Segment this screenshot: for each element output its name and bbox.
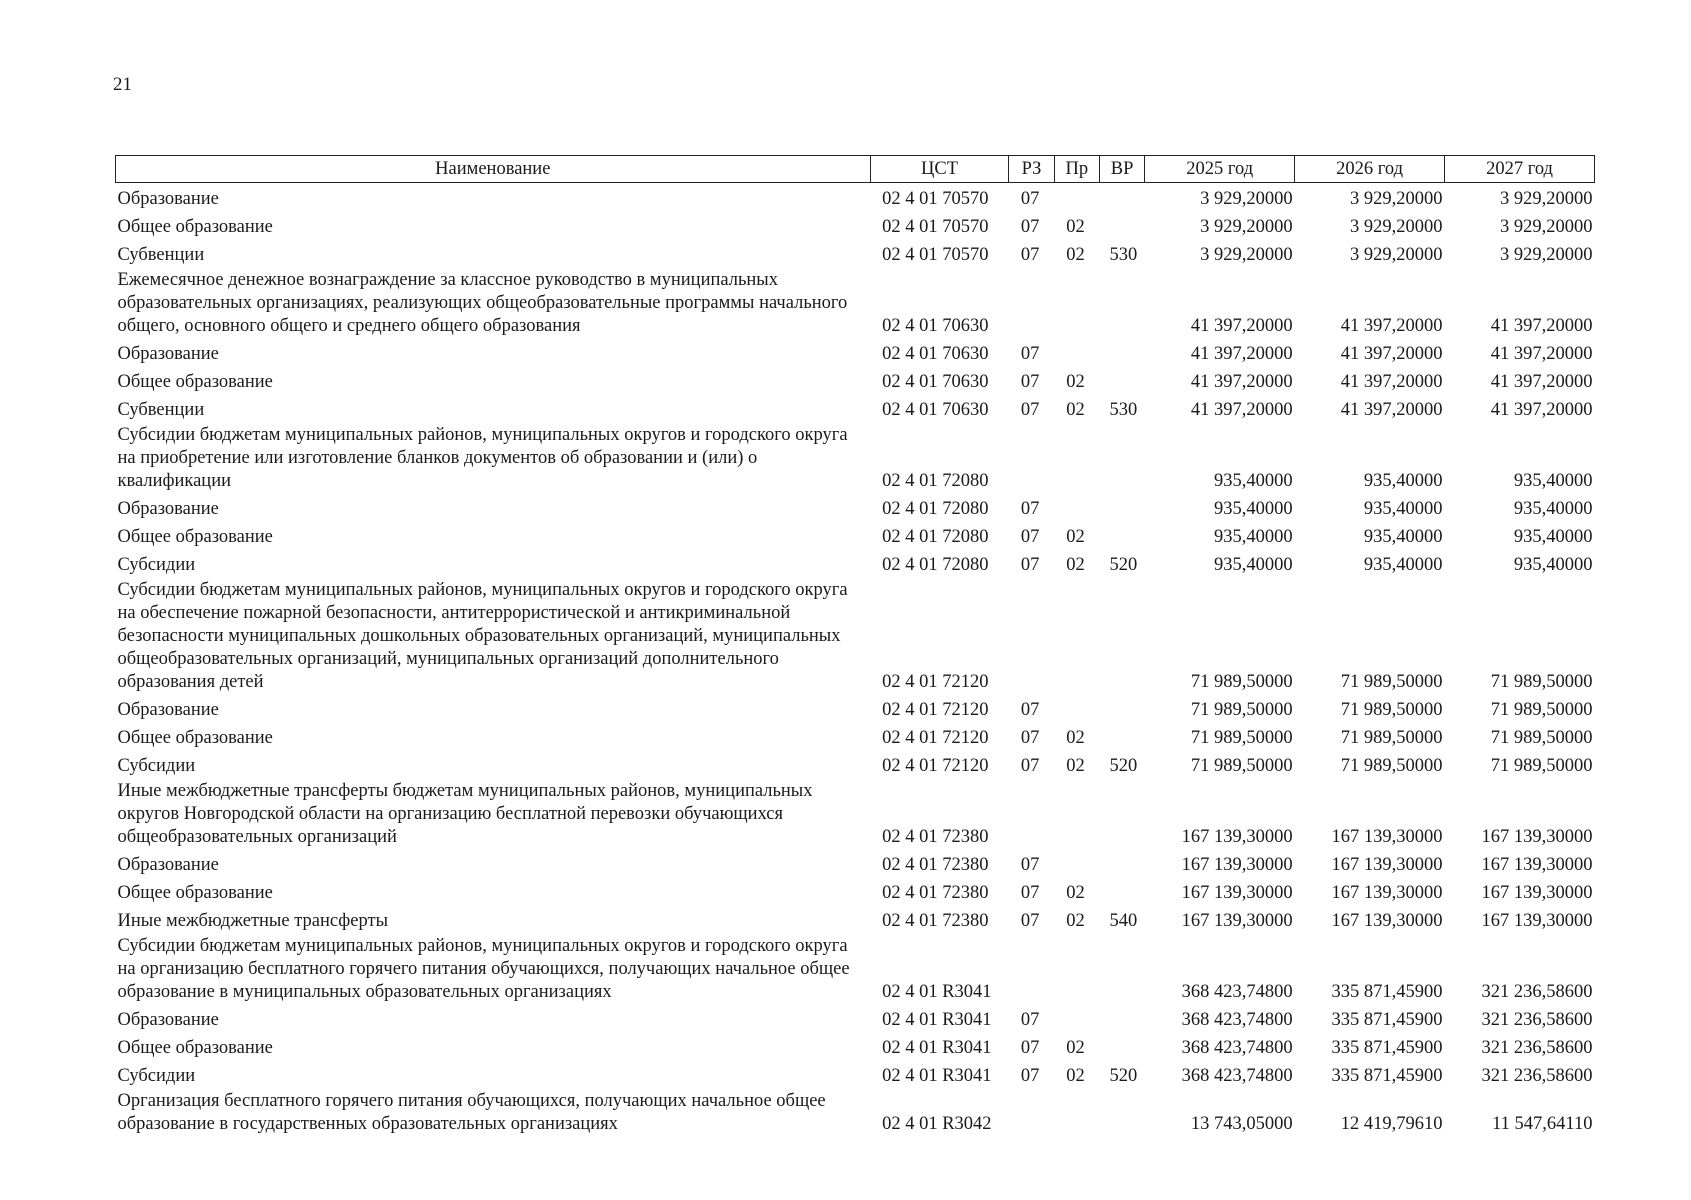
- row-value-2026: 167 139,30000: [1331, 883, 1443, 903]
- row-rz: 07: [1020, 756, 1040, 776]
- header-name: Наименование: [116, 156, 871, 183]
- row-name: Организация бесплатного горячего питания обучающихся, получающих начальное общее образование в государственных образовательных организациях: [117, 1091, 826, 1134]
- row-name: Субсидии бюджетам муниципальных районов, муниципальных округов и городского округа на обеспечение пожарной безопасности, антитеррористической и антикриминальной безопасности муниципальных дошкольных образовательных организаций, муниципальных общеобразовательных организаций, муниципальных организаций дополнительного образования детей: [117, 580, 848, 692]
- table-row: [116, 722, 1595, 750]
- row-name: Общее образование: [117, 728, 273, 748]
- row-value-2026: 41 397,20000: [1340, 400, 1443, 420]
- row-name: Общее образование: [117, 217, 273, 237]
- header-pr: Пр: [1054, 156, 1099, 183]
- table-row: [116, 1032, 1595, 1060]
- row-value-2027: 3 929,20000: [1500, 245, 1593, 265]
- row-value-2027: 167 139,30000: [1481, 827, 1593, 847]
- row-value-2027: 71 989,50000: [1490, 728, 1593, 748]
- row-cst: 02 4 01 72380: [882, 855, 989, 875]
- row-name: Образование: [117, 189, 219, 209]
- row-pr: [1054, 267, 1099, 338]
- row-cst: 02 4 01 R3041: [882, 1010, 992, 1030]
- row-pr: 02: [1066, 555, 1085, 575]
- row-name: Субсидии бюджетам муниципальных районов, муниципальных округов и городского округа на приобретение или изготовление бланков документов об образовании и (или) о квалификации: [117, 425, 848, 491]
- row-value-2025: 41 397,20000: [1190, 372, 1293, 392]
- row-cst: 02 4 01 R3041: [882, 982, 992, 1002]
- row-value-2026: 167 139,30000: [1331, 827, 1443, 847]
- row-rz: 07: [1020, 1038, 1040, 1058]
- table-row: [116, 211, 1595, 239]
- table-row: [116, 521, 1595, 549]
- row-pr: [1054, 1088, 1099, 1136]
- table-row: [116, 183, 1595, 212]
- table-row: [116, 394, 1595, 422]
- row-name: Субсидии: [117, 1066, 196, 1086]
- row-vr: 520: [1109, 1066, 1138, 1086]
- row-cst: 02 4 01 72120: [882, 728, 989, 748]
- row-value-2026: 3 929,20000: [1350, 245, 1443, 265]
- row-pr: [1054, 933, 1099, 1004]
- row-cst: 02 4 01 72380: [882, 883, 989, 903]
- row-vr: [1099, 183, 1144, 212]
- row-cst: 02 4 01 70570: [882, 245, 989, 265]
- row-cst: 02 4 01 70630: [882, 372, 989, 392]
- row-name: Общее образование: [117, 1038, 273, 1058]
- row-value-2027: 41 397,20000: [1490, 344, 1593, 364]
- header-2025: 2025 год: [1145, 156, 1295, 183]
- row-value-2026: 3 929,20000: [1350, 189, 1443, 209]
- row-value-2027: 321 236,58600: [1481, 1066, 1593, 1086]
- row-rz: [1009, 422, 1054, 493]
- row-cst: 02 4 01 70630: [882, 400, 989, 420]
- row-value-2025: 167 139,30000: [1181, 855, 1293, 875]
- row-value-2027: 71 989,50000: [1490, 700, 1593, 720]
- row-cst: 02 4 01 70570: [882, 189, 989, 209]
- row-value-2027: 71 989,50000: [1490, 756, 1593, 776]
- row-value-2027: 71 989,50000: [1490, 672, 1593, 692]
- row-value-2027: 935,40000: [1513, 499, 1593, 519]
- row-value-2026: 41 397,20000: [1340, 372, 1443, 392]
- row-cst: 02 4 01 70630: [882, 316, 989, 336]
- row-value-2026: 335 871,45900: [1331, 1066, 1443, 1086]
- table-row: [116, 905, 1595, 933]
- row-name: Общее образование: [117, 883, 273, 903]
- row-name: Субсидии бюджетам муниципальных районов, муниципальных округов и городского округа на организацию бесплатного горячего питания обучающихся, получающих начальное общее образование в муниципальных образовательных организациях: [117, 936, 850, 1002]
- row-rz: 07: [1020, 911, 1040, 931]
- row-value-2026: 935,40000: [1363, 471, 1443, 491]
- row-name: Образование: [117, 700, 219, 720]
- row-name: Иные межбюджетные трансферты бюджетам муниципальных районов, муниципальных округов Новгородской области на организацию бесплатной перевозки обучающихся общеобразовательных организаций: [117, 781, 813, 847]
- row-name: Общее образование: [117, 527, 273, 547]
- row-value-2026: 71 989,50000: [1340, 700, 1443, 720]
- row-pr: 02: [1066, 1038, 1085, 1058]
- table-row: [116, 849, 1595, 877]
- table-row: [116, 1088, 1595, 1136]
- row-name: Образование: [117, 499, 219, 519]
- row-value-2027: 41 397,20000: [1490, 400, 1593, 420]
- table-row: [116, 1060, 1595, 1088]
- row-vr: [1099, 366, 1144, 394]
- row-value-2027: 11 547,64110: [1492, 1114, 1593, 1134]
- row-cst: 02 4 01 72120: [882, 756, 989, 776]
- row-value-2025: 71 989,50000: [1190, 672, 1293, 692]
- table-row: [116, 493, 1595, 521]
- row-pr: 02: [1066, 756, 1085, 776]
- row-name: Образование: [117, 344, 219, 364]
- row-pr: 02: [1066, 217, 1085, 237]
- row-pr: [1054, 694, 1099, 722]
- header-cst: ЦСТ: [870, 156, 1009, 183]
- row-vr: 530: [1109, 245, 1138, 265]
- row-pr: 02: [1066, 245, 1085, 265]
- row-vr: 520: [1109, 756, 1138, 776]
- table-body: [116, 183, 1595, 1137]
- row-vr: [1099, 1004, 1144, 1032]
- row-vr: [1099, 521, 1144, 549]
- row-vr: [1099, 694, 1144, 722]
- row-value-2025: 368 423,74800: [1181, 1038, 1293, 1058]
- row-value-2026: 335 871,45900: [1331, 1038, 1443, 1058]
- table-row: [116, 239, 1595, 267]
- row-vr: 530: [1109, 400, 1138, 420]
- row-name: Субвенции: [117, 400, 205, 420]
- row-vr: [1099, 778, 1144, 849]
- row-pr: [1054, 577, 1099, 694]
- row-vr: [1099, 267, 1144, 338]
- row-value-2025: 368 423,74800: [1181, 1066, 1293, 1086]
- row-pr: [1054, 422, 1099, 493]
- row-vr: [1099, 577, 1144, 694]
- row-vr: [1099, 933, 1144, 1004]
- row-value-2025: 935,40000: [1214, 499, 1293, 519]
- row-pr: [1054, 1004, 1099, 1032]
- row-cst: 02 4 01 72380: [882, 827, 989, 847]
- row-value-2027: 321 236,58600: [1481, 982, 1593, 1002]
- row-vr: [1099, 422, 1144, 493]
- row-value-2025: 167 139,30000: [1181, 827, 1293, 847]
- row-rz: 07: [1020, 700, 1040, 720]
- row-value-2026: 167 139,30000: [1331, 911, 1443, 931]
- row-value-2025: 368 423,74800: [1181, 1010, 1293, 1030]
- row-value-2026: 12 419,79610: [1340, 1114, 1443, 1134]
- row-value-2025: 13 743,05000: [1190, 1114, 1293, 1134]
- table-row: [116, 422, 1595, 493]
- table-row: [116, 933, 1595, 1004]
- row-value-2027: 935,40000: [1513, 527, 1593, 547]
- row-cst: 02 4 01 70570: [882, 217, 989, 237]
- row-vr: [1099, 493, 1144, 521]
- row-rz: 07: [1020, 189, 1040, 209]
- row-vr: [1099, 1088, 1144, 1136]
- row-rz: 07: [1020, 883, 1040, 903]
- row-value-2025: 41 397,20000: [1190, 400, 1293, 420]
- row-value-2027: 321 236,58600: [1481, 1038, 1593, 1058]
- row-value-2027: 935,40000: [1513, 555, 1593, 575]
- row-cst: 02 4 01 R3042: [882, 1114, 992, 1134]
- header-rz: РЗ: [1009, 156, 1054, 183]
- row-rz: [1009, 1088, 1054, 1136]
- table-row: [116, 549, 1595, 577]
- row-rz: 07: [1020, 728, 1040, 748]
- row-pr: [1054, 493, 1099, 521]
- row-name: Иные межбюджетные трансферты: [117, 911, 389, 931]
- header-2026: 2026 год: [1295, 156, 1445, 183]
- table-row: [116, 694, 1595, 722]
- row-value-2026: 71 989,50000: [1340, 672, 1443, 692]
- row-rz: [1009, 778, 1054, 849]
- row-value-2025: 368 423,74800: [1181, 982, 1293, 1002]
- row-value-2026: 935,40000: [1363, 527, 1443, 547]
- row-value-2027: 321 236,58600: [1481, 1010, 1593, 1030]
- row-value-2025: 71 989,50000: [1190, 756, 1293, 776]
- table-row: [116, 1004, 1595, 1032]
- row-pr: 02: [1066, 527, 1085, 547]
- budget-table: [115, 155, 1595, 1136]
- row-value-2026: 41 397,20000: [1340, 316, 1443, 336]
- row-value-2027: 41 397,20000: [1490, 372, 1593, 392]
- row-value-2025: 71 989,50000: [1190, 728, 1293, 748]
- row-value-2026: 71 989,50000: [1340, 728, 1443, 748]
- row-value-2025: 935,40000: [1214, 555, 1293, 575]
- table-row: [116, 338, 1595, 366]
- row-value-2025: 71 989,50000: [1190, 700, 1293, 720]
- row-value-2025: 935,40000: [1214, 471, 1293, 491]
- row-rz: 07: [1020, 555, 1040, 575]
- row-rz: [1009, 577, 1054, 694]
- row-value-2026: 41 397,20000: [1340, 344, 1443, 364]
- row-value-2026: 3 929,20000: [1350, 217, 1443, 237]
- row-rz: 07: [1020, 855, 1040, 875]
- row-pr: 02: [1066, 400, 1085, 420]
- row-pr: 02: [1066, 883, 1085, 903]
- row-rz: 07: [1020, 1066, 1040, 1086]
- row-value-2025: 41 397,20000: [1190, 316, 1293, 336]
- row-rz: 07: [1020, 1010, 1040, 1030]
- row-value-2026: 167 139,30000: [1331, 855, 1443, 875]
- row-value-2025: 3 929,20000: [1200, 245, 1293, 265]
- row-cst: 02 4 01 72080: [882, 555, 989, 575]
- row-name: Субсидии: [117, 756, 196, 776]
- row-value-2026: 335 871,45900: [1331, 1010, 1443, 1030]
- row-vr: [1099, 211, 1144, 239]
- table-row: [116, 267, 1595, 338]
- row-value-2025: 935,40000: [1214, 527, 1293, 547]
- row-name: Субвенции: [117, 245, 205, 265]
- row-value-2025: 3 929,20000: [1200, 217, 1293, 237]
- row-name: Ежемесячное денежное вознаграждение за классное руководство в муниципальных образовательных организациях, реализующих общеобразовательные программы начального общего, основного общего и среднего общего образования: [117, 270, 848, 336]
- table-header: [116, 156, 1595, 183]
- row-value-2026: 335 871,45900: [1331, 982, 1443, 1002]
- row-pr: 02: [1066, 728, 1085, 748]
- row-cst: 02 4 01 R3041: [882, 1038, 992, 1058]
- table-row: [116, 778, 1595, 849]
- row-rz: 07: [1020, 499, 1040, 519]
- row-value-2027: 167 139,30000: [1481, 883, 1593, 903]
- row-value-2027: 3 929,20000: [1500, 189, 1593, 209]
- row-cst: 02 4 01 72120: [882, 672, 989, 692]
- row-vr: 520: [1109, 555, 1138, 575]
- row-pr: 02: [1066, 1066, 1085, 1086]
- row-rz: [1009, 933, 1054, 1004]
- row-value-2025: 167 139,30000: [1181, 883, 1293, 903]
- row-vr: [1099, 1032, 1144, 1060]
- row-vr: 540: [1109, 911, 1138, 931]
- row-pr: [1054, 183, 1099, 212]
- row-cst: 02 4 01 72080: [882, 471, 989, 491]
- row-name: Общее образование: [117, 372, 273, 392]
- row-pr: 02: [1066, 911, 1085, 931]
- row-rz: 07: [1020, 527, 1040, 547]
- header-2027: 2027 год: [1445, 156, 1595, 183]
- row-value-2027: 41 397,20000: [1490, 316, 1593, 336]
- row-value-2025: 41 397,20000: [1190, 344, 1293, 364]
- row-vr: [1099, 722, 1144, 750]
- row-name: Образование: [117, 855, 219, 875]
- row-cst: 02 4 01 70630: [882, 344, 989, 364]
- row-rz: 07: [1020, 344, 1040, 364]
- row-value-2027: 3 929,20000: [1500, 217, 1593, 237]
- row-rz: 07: [1020, 400, 1040, 420]
- row-rz: 07: [1020, 245, 1040, 265]
- page-number: 21: [113, 74, 132, 95]
- row-vr: [1099, 338, 1144, 366]
- row-vr: [1099, 877, 1144, 905]
- row-cst: 02 4 01 72380: [882, 911, 989, 931]
- row-cst: 02 4 01 R3041: [882, 1066, 992, 1086]
- row-cst: 02 4 01 72080: [882, 499, 989, 519]
- table-row: [116, 577, 1595, 694]
- row-value-2026: 935,40000: [1363, 499, 1443, 519]
- row-vr: [1099, 849, 1144, 877]
- table-row: [116, 750, 1595, 778]
- row-value-2025: 167 139,30000: [1181, 911, 1293, 931]
- row-value-2027: 935,40000: [1513, 471, 1593, 491]
- row-cst: 02 4 01 72080: [882, 527, 989, 547]
- row-rz: 07: [1020, 372, 1040, 392]
- row-name: Субсидии: [117, 555, 196, 575]
- row-pr: [1054, 778, 1099, 849]
- row-name: Образование: [117, 1010, 219, 1030]
- row-value-2026: 71 989,50000: [1340, 756, 1443, 776]
- row-value-2027: 167 139,30000: [1481, 855, 1593, 875]
- table-row: [116, 877, 1595, 905]
- row-pr: 02: [1066, 372, 1085, 392]
- table-row: [116, 366, 1595, 394]
- row-rz: 07: [1020, 217, 1040, 237]
- row-cst: 02 4 01 72120: [882, 700, 989, 720]
- row-value-2026: 935,40000: [1363, 555, 1443, 575]
- row-pr: [1054, 338, 1099, 366]
- row-pr: [1054, 849, 1099, 877]
- row-value-2025: 3 929,20000: [1200, 189, 1293, 209]
- row-rz: [1009, 267, 1054, 338]
- row-value-2027: 167 139,30000: [1481, 911, 1593, 931]
- header-vr: ВР: [1099, 156, 1144, 183]
